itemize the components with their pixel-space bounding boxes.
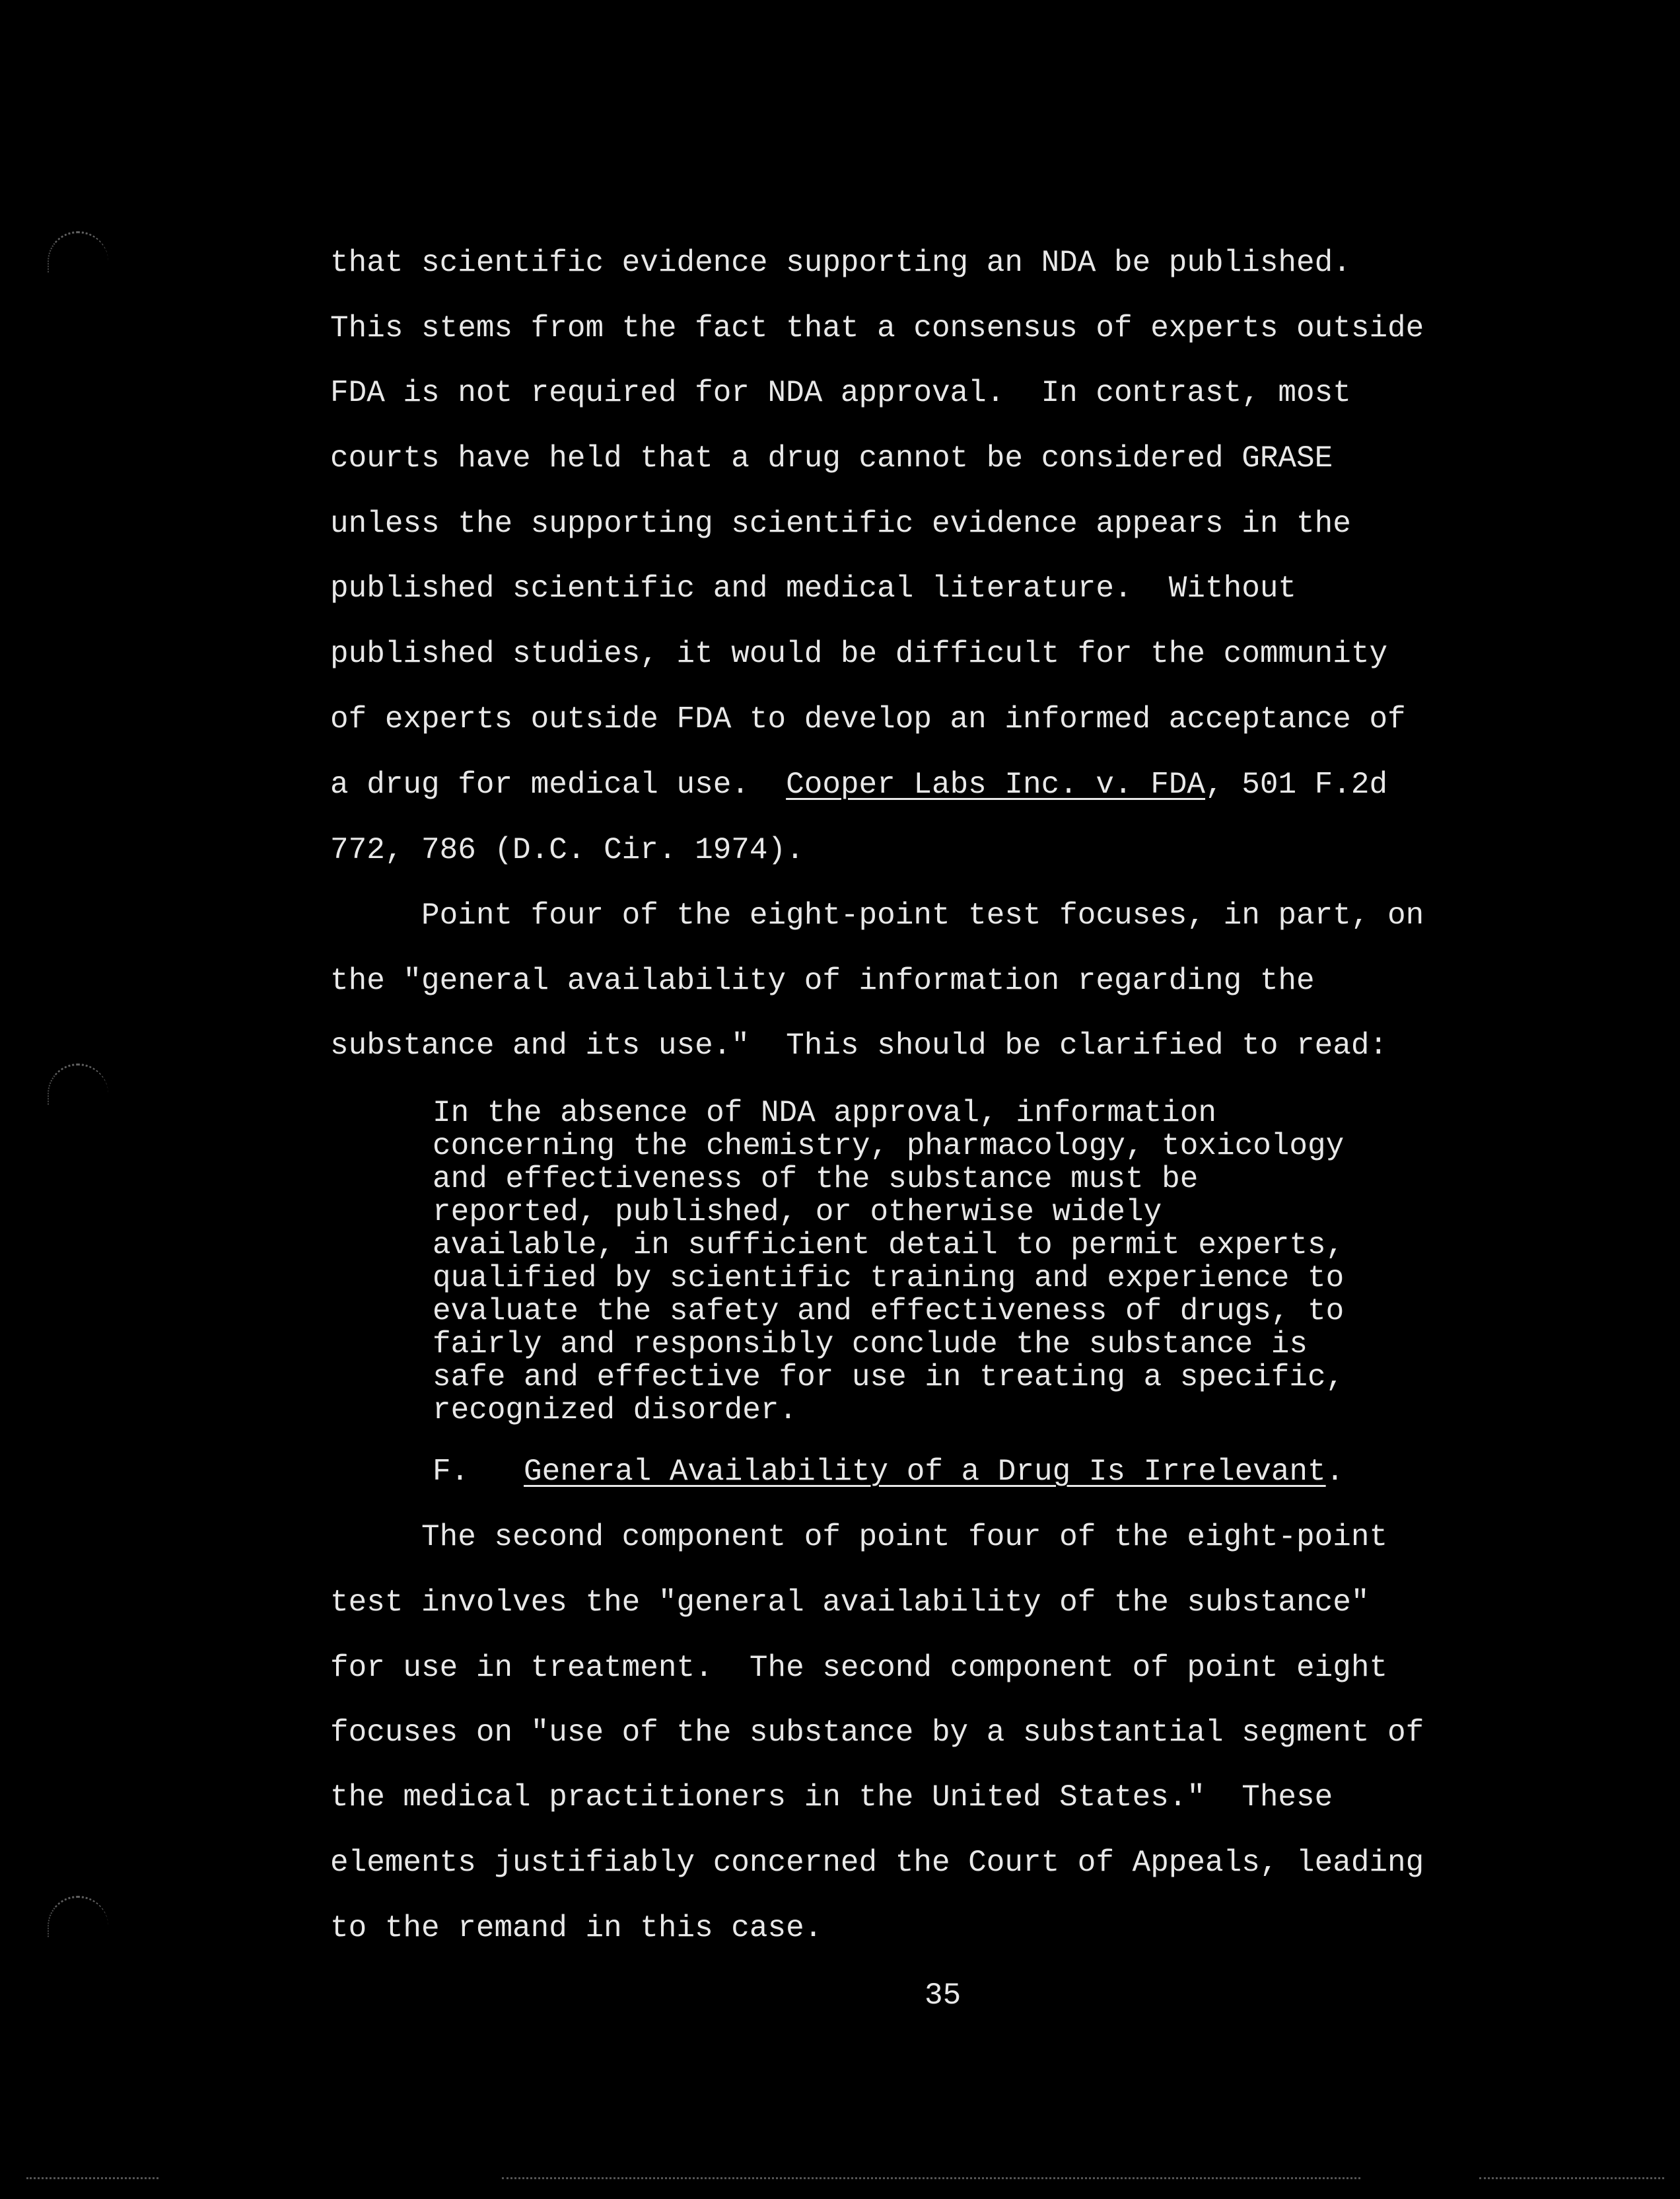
text-line: test involves the "general availability of the substance"	[330, 1585, 1370, 1620]
heading-title: General Availability of a Drug Is Irrelevant	[524, 1455, 1326, 1489]
text-line: published scientific and medical literature. Without	[330, 571, 1297, 606]
page-number: 35	[925, 1978, 962, 2013]
text-line: that scientific evidence supporting an NDA be published.	[330, 246, 1351, 280]
text-line: unless the supporting scientific evidence appears in the	[330, 507, 1351, 541]
block-quote: In the absence of NDA approval, information concerning the chemistry, pharmacology, toxicology and effectiveness of the substance must be reported, published, or otherwise widely available, in sufficient detail to permit experts, qualified by scientific training and experience to evaluate the safety and effectiveness of drugs, to fairly and responsibly conclude the substance is safe and effective for use in treating a specific, recognized disorder.	[433, 1096, 1345, 1427]
body-text	[330, 0, 1585, 1945]
text-line: Point four of the eight-point test focuses, in part, on	[330, 898, 1424, 933]
punch-hole-mark	[48, 231, 108, 273]
text-line: FDA is not required for NDA approval. In contrast, most	[330, 376, 1351, 410]
text-line: to the remand in this case.	[330, 1911, 823, 1945]
citation-line	[330, 770, 1387, 800]
case-name: Cooper Labs Inc. v. FDA	[786, 768, 1206, 802]
text-line: published studies, it would be difficult for the community	[330, 637, 1388, 671]
text-line: the "general availability of information regarding the	[330, 964, 1315, 998]
citation-prefix: a drug for medical use.	[330, 768, 787, 802]
text-line: substance and its use." This should be clarified to read:	[330, 1028, 1388, 1063]
punch-hole-mark	[48, 1896, 108, 1937]
text-line: for use in treatment. The second component of point eight	[330, 1651, 1388, 1685]
section-heading	[433, 1457, 1344, 1487]
scan-artifact	[502, 2177, 1360, 2179]
text-line: courts have held that a drug cannot be considered GRASE	[330, 441, 1333, 476]
text-line: elements justifiably concerned the Court of Appeals, leading	[330, 1846, 1424, 1880]
text-line: 772, 786 (D.C. Cir. 1974).	[330, 833, 804, 867]
scan-artifact	[26, 2177, 158, 2179]
text-line: the medical practitioners in the United States." These	[330, 1780, 1333, 1815]
citation-suffix: , 501 F.2d	[1205, 768, 1388, 802]
text-line: The second component of point four of the eight-point	[330, 1520, 1388, 1554]
heading-label: F.	[433, 1455, 470, 1489]
text-line: focuses on "use of the substance by a substantial segment of	[330, 1715, 1424, 1750]
scan-artifact	[1479, 2177, 1664, 2179]
text-line: of experts outside FDA to develop an informed acceptance of	[330, 702, 1406, 737]
text-line: This stems from the fact that a consensus of experts outside	[330, 311, 1424, 345]
heading-period: .	[1325, 1455, 1345, 1489]
punch-hole-mark	[48, 1063, 108, 1105]
